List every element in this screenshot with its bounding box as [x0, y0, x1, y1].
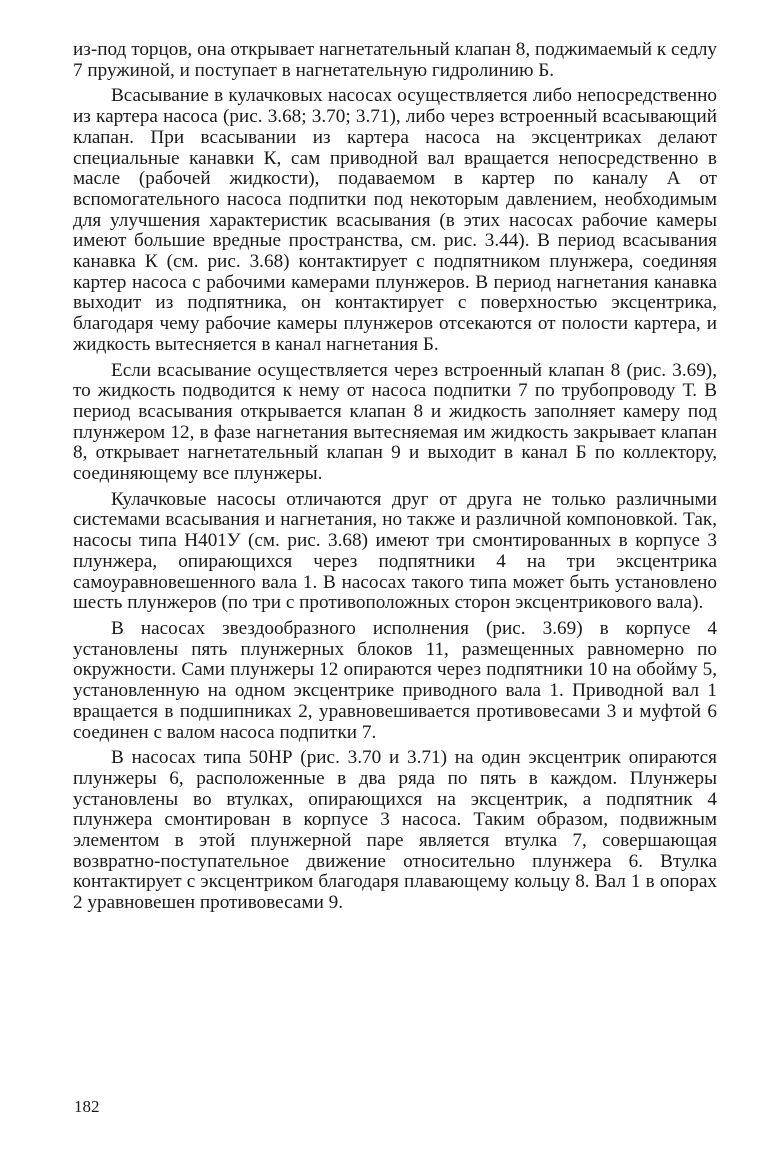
paragraph-star-pumps: В насосах звездообразного исполнения (рис. 3.69) в корпусе 4 установлены пять плунжерных блоков 11, размещенных равномерно по окружности. Сами плунжеры 12 опираются через подпятники 10 на обойму 5, установленную на одном эксцентрике приводного вала 1. Приводной вал 1 вращается в подшипниках 2, уравновешивается противовесами 3 и муфтой 6 соединен с валом насоса подпитки 7.	[73, 617, 717, 743]
paragraph-builtin-valve: Если всасывание осуществляется через встроенный клапан 8 (рис. 3.69), то жидкость подводится к нему от насоса подпитки 7 по трубопроводу Т. В период всасывания открывается клапан 8 и жидкость заполняет камеру под плунжером 12, в фазе нагнетания вытесняемая им жидкость закрывает клапан 8, открывает нагнетательный клапан 9 и выходит в канал Б по коллектору, соединяющему все плунжеры.	[73, 359, 717, 485]
page-number: 182	[74, 1097, 100, 1116]
paragraph-suction-methods: Всасывание в кулачковых насосах осуществляется либо непосредственно из картера насоса (рис. 3.68; 3.70; 3.71), либо через встроенный всасывающий клапан. При всасывании из картера насоса на эксцентриках делают специальные канавки К, сам приводной вал вращается непосредственно в масле (рабочей жидкости), подаваемом в картер по каналу А от вспомогательного насоса подпитки под некоторым давлением, необходимым для улучшения характеристик всасывания (в этих насосах рабочие камеры имеют большие вредные пространства, см. рис. 3.44). В период всасывания канавка К (см. рис. 3.68) контактирует с подпятником плунжера, соединяя картер насоса с рабочими камерами плунжеров. В период нагнетания канавка выходит из подпятника, он контактирует с поверхностью эксцентрика, благодаря чему рабочие камеры плунжеров отсекаются от полости картера, и жидкость вытесняется в канал нагнетания Б.	[73, 85, 717, 355]
paragraph-50hp-pumps: В насосах типа 50НР (рис. 3.70 и 3.71) на один эксцентрик опираются плунжеры 6, расположенные в два ряда по пять в каждом. Плунжеры установлены во втулках, опирающихся на эксцентрик, а подпятник 4 плунжера смонтирован в корпусе 3 насоса. Таким образом, подвижным элементом в этой плунжерной паре является втулка 7, совершающая возвратно-поступательное движение относительно плунжера 6. Втулка контактирует с эксцентриком благодаря плавающему кольцу 8. Вал 1 в опорах 2 уравновешен противовесами 9.	[73, 747, 717, 914]
paragraph-pump-layouts: Кулачковые насосы отличаются друг от друга не только различными системами всасывания и нагнетания, но также и различной компоновкой. Так, насосы типа Н401У (см. рис. 3.68) имеют три смонтированных в корпусе 3 плунжера, опирающихся через подпятники 4 на три эксцентрика самоуравновешенного вала 1. В насосах такого типа может быть установлено шесть плунжеров (по три с противоположных сторон эксцентрикового вала).	[73, 488, 717, 614]
page-body	[73, 40, 717, 914]
paragraph-continuation: из-под торцов, она открывает нагнетательный клапан 8, поджимаемый к седлу 7 пружиной, и поступает в нагнетательную гидролинию Б.	[73, 39, 717, 81]
